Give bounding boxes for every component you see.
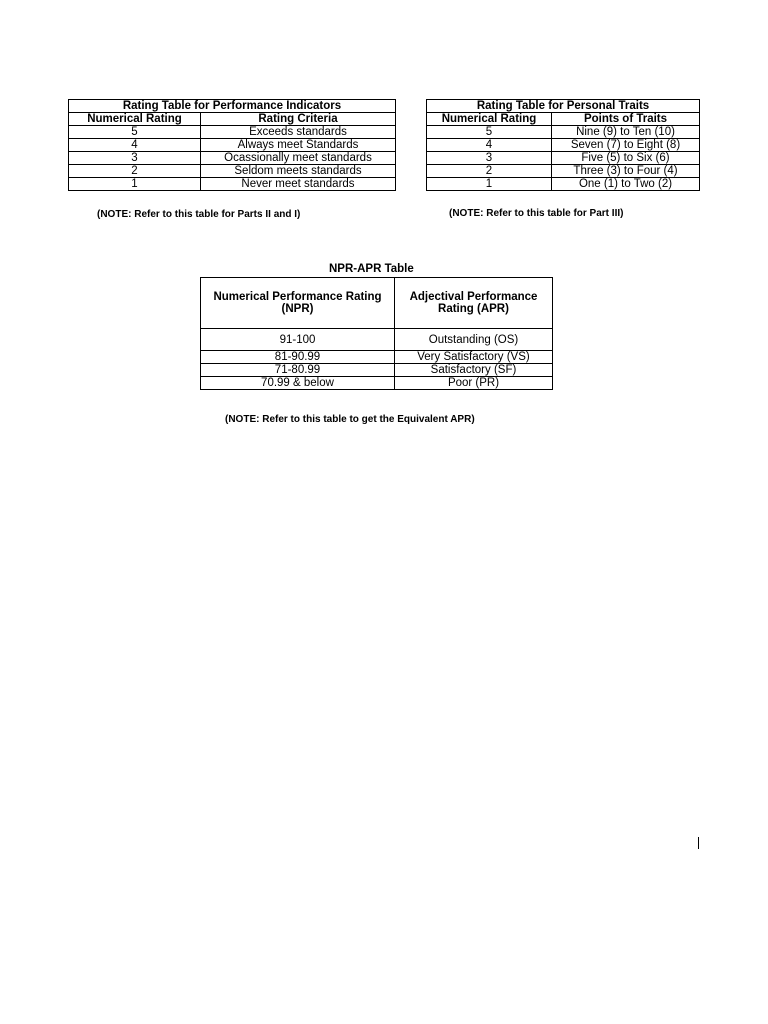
numerical-rating-cell: 2 (69, 165, 201, 178)
rating-criteria-cell: Ocassionally meet standards (201, 152, 396, 165)
npr-apr-note: (NOTE: Refer to this table to get the Equivalent APR) (225, 414, 475, 425)
apr-cell: Poor (PR) (395, 377, 553, 390)
personal-traits-note: (NOTE: Refer to this table for Part III) (449, 208, 624, 219)
npr-cell: 91-100 (201, 329, 395, 351)
performance-indicators-note: (NOTE: Refer to this table for Parts II and I) (97, 209, 301, 220)
points-of-traits-cell: Five (5) to Six (6) (552, 152, 700, 165)
table-row (69, 165, 396, 178)
table-row (427, 152, 700, 165)
table-row (427, 165, 700, 178)
points-of-traits-cell: One (1) to Two (2) (552, 178, 700, 191)
table-row (69, 139, 396, 152)
points-of-traits-cell: Nine (9) to Ten (10) (552, 126, 700, 139)
table-row (69, 178, 396, 191)
column-header-apr: Adjectival Performance Rating (APR) (395, 278, 553, 329)
npr-cell: 81-90.99 (201, 351, 395, 364)
apr-cell: Satisfactory (SF) (395, 364, 553, 377)
column-header-npr: Numerical Performance Rating (NPR) (201, 278, 395, 329)
numerical-rating-cell: 2 (427, 165, 552, 178)
personal-traits-table-title: Rating Table for Personal Traits (427, 100, 700, 113)
column-header-rating-criteria: Rating Criteria (201, 113, 396, 126)
personal-traits-table (426, 99, 700, 191)
numerical-rating-cell: 1 (427, 178, 552, 191)
apr-cell: Outstanding (OS) (395, 329, 553, 351)
points-of-traits-cell: Seven (7) to Eight (8) (552, 139, 700, 152)
numerical-rating-cell: 3 (69, 152, 201, 165)
text-cursor (698, 837, 699, 849)
table-row (201, 329, 553, 351)
npr-cell: 71-80.99 (201, 364, 395, 377)
table-row (427, 139, 700, 152)
rating-criteria-cell: Always meet Standards (201, 139, 396, 152)
npr-apr-table (200, 277, 553, 390)
column-header-numerical-rating: Numerical Rating (427, 113, 552, 126)
rating-criteria-cell: Exceeds standards (201, 126, 396, 139)
performance-indicators-table-title: Rating Table for Performance Indicators (69, 100, 396, 113)
column-header-points-of-traits: Points of Traits (552, 113, 700, 126)
table-row (201, 377, 553, 390)
rating-criteria-cell: Never meet standards (201, 178, 396, 191)
rating-criteria-cell: Seldom meets standards (201, 165, 396, 178)
table-row (69, 152, 396, 165)
column-header-numerical-rating: Numerical Rating (69, 113, 201, 126)
performance-indicators-table (68, 99, 396, 191)
numerical-rating-cell: 4 (69, 139, 201, 152)
npr-cell: 70.99 & below (201, 377, 395, 390)
table-row (69, 126, 396, 139)
table-row (427, 126, 700, 139)
npr-apr-table-title: NPR-APR Table (329, 263, 414, 275)
apr-cell: Very Satisfactory (VS) (395, 351, 553, 364)
numerical-rating-cell: 1 (69, 178, 201, 191)
numerical-rating-cell: 4 (427, 139, 552, 152)
numerical-rating-cell: 3 (427, 152, 552, 165)
numerical-rating-cell: 5 (427, 126, 552, 139)
points-of-traits-cell: Three (3) to Four (4) (552, 165, 700, 178)
numerical-rating-cell: 5 (69, 126, 201, 139)
table-row (201, 364, 553, 377)
table-row (201, 351, 553, 364)
table-row (427, 178, 700, 191)
